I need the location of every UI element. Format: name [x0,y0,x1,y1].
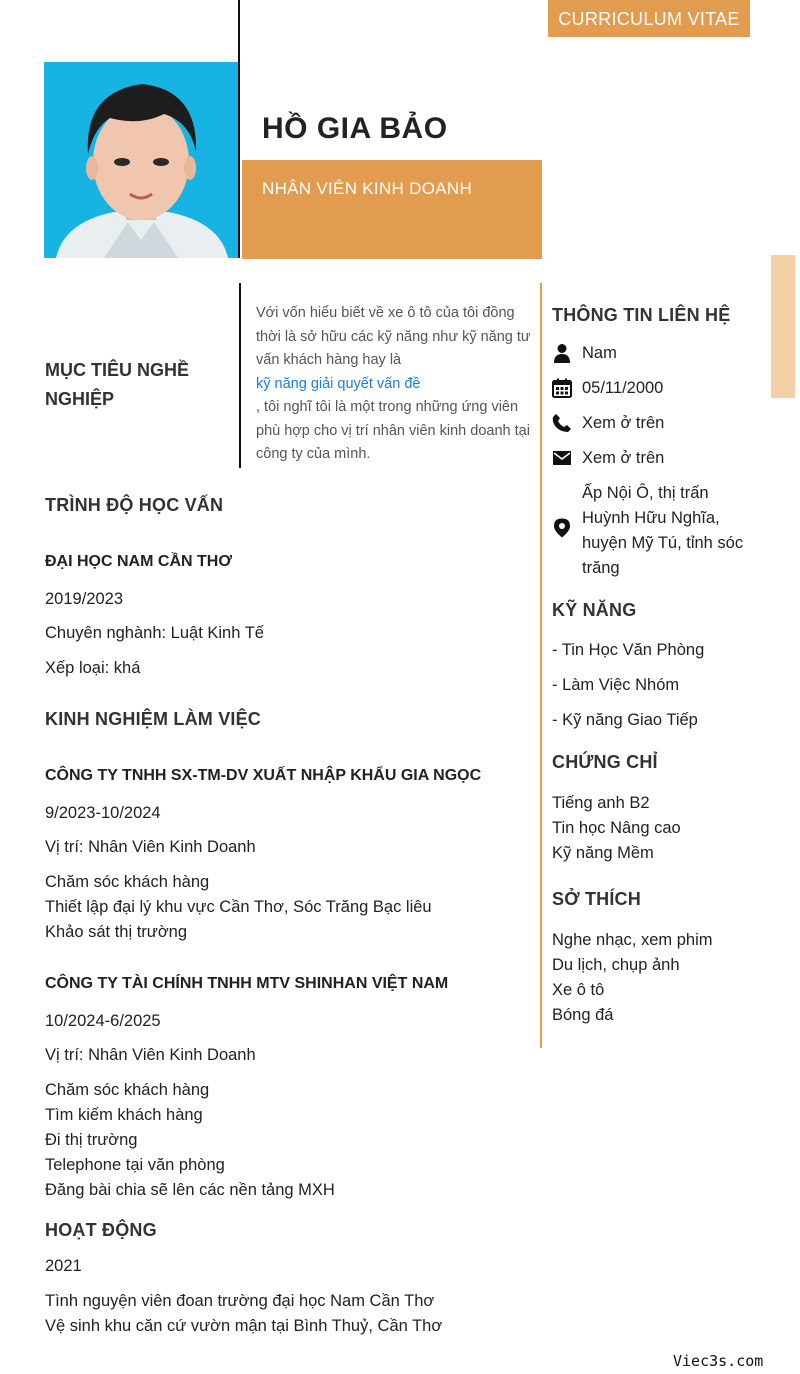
job-title-box [242,160,542,259]
job-duty: Thiết lập đại lý khu vực Cần Thơ, Sóc Trăng Bạc liêu [45,898,432,916]
skill-item: - Kỹ năng Giao Tiếp [552,711,698,729]
phone-icon [552,413,572,433]
hobby-item: Nghe nhạc, xem phim [552,931,713,949]
certificate-item: Kỹ năng Mềm [552,844,654,862]
job-position: Vị trí: Nhân Viên Kinh Doanh [45,838,256,856]
objective-heading: MỤC TIÊU NGHỀ NGHIỆP [45,360,189,409]
job-duties [45,1078,335,1203]
contact-address: Ấp Nội Ô, thị trấn Huỳnh Hữu Nghĩa, huyện Mỹ Tú, tỉnh sóc trăng [582,484,744,577]
hobbies-heading: SỞ THÍCH [552,889,641,909]
skill-item: - Tin Học Văn Phòng [552,641,705,659]
experience-heading: KINH NGHIỆM LÀM VIỆC [45,709,262,729]
objective-text-after: , tôi nghĩ tôi là một trong những ứng viên phù hợp cho vị trí nhân viên kinh doanh tại công ty của mình. [256,399,530,462]
hobbies-list [552,928,713,1028]
job-company: CÔNG TY TNHH SX-TM-DV XUẤT NHẬP KHẨU GIA NGỌC [45,767,482,784]
education-heading: TRÌNH ĐỘ HỌC VẤN [45,495,224,515]
objective-divider [239,283,241,468]
certificate-item: Tin học Nâng cao [552,819,681,837]
job-period: 9/2023-10/2024 [45,804,161,822]
certificates-heading: CHỨNG CHỈ [552,752,658,772]
education-major: Chuyên nghành: Luật Kinh Tế [45,624,264,642]
mail-icon [552,448,572,468]
activities-heading: HOẠT ĐỘNG [45,1220,157,1240]
candidate-name: HỒ GIA BẢO [262,112,448,145]
location-pin-icon [552,518,572,538]
watermark: Viec3s.com [673,1352,764,1370]
calendar-icon [552,378,572,398]
sidebar-divider [540,283,542,1048]
job-duty: Đăng bài chia sẽ lên các nền tảng MXH [45,1181,335,1199]
side-accent-tab [771,255,795,398]
job-position: Vị trí: Nhân Viên Kinh Doanh [45,1046,256,1064]
job-period: 10/2024-6/2025 [45,1012,161,1030]
job-duty: Chăm sóc khách hàng [45,873,210,891]
job-duty: Telephone tại văn phòng [45,1156,225,1174]
job-duty: Khảo sát thị trường [45,923,188,941]
contact-heading: THÔNG TIN LIÊN HỆ [552,305,731,325]
person-icon [552,343,572,363]
contact-email[interactable]: Xem ở trên [582,449,665,467]
job-duty: Chăm sóc khách hàng [45,1081,210,1099]
certificate-item: Tiếng anh B2 [552,794,650,812]
contact-birthday: 05/11/2000 [582,379,664,397]
objective-text [256,302,531,467]
objective-text-before: Với vốn hiểu biết về xe ô tô của tôi đồng thời là sở hữu các kỹ năng như kỹ năng tư vấn khách hàng hay là [256,305,531,368]
activity-item: Vệ sinh khu căn cứ vườn mận tại Bình Thuỷ, Cần Thơ [45,1317,443,1335]
skill-item: - Làm Việc Nhóm [552,676,680,694]
skills-heading: KỸ NĂNG [552,600,637,620]
job-title: NHÂN VIÊN KINH DOANH [262,179,473,198]
education-period: 2019/2023 [45,590,123,608]
objective-link[interactable]: kỹ năng giải quyết vấn đề [256,375,421,392]
job-duty: Đi thị trường [45,1131,138,1149]
profile-photo [44,62,238,258]
contact-gender: Nam [582,344,617,362]
certificates-list [552,791,681,866]
activities-year: 2021 [45,1257,82,1275]
job-company: CÔNG TY TÀI CHÍNH TNHH MTV SHINHAN VIỆT NAM [45,975,449,992]
hobby-item: Bóng đá [552,1006,614,1024]
hobby-item: Xe ô tô [552,981,605,999]
job-duties [45,870,432,945]
education-school: ĐẠI HỌC NAM CẦN THƠ [45,553,232,570]
contact-phone[interactable]: Xem ở trên [582,414,665,432]
education-grade: Xếp loại: khá [45,659,141,677]
hobby-item: Du lịch, chụp ảnh [552,956,680,974]
job-duty: Tìm kiếm khách hàng [45,1106,203,1124]
activities-list [45,1289,442,1339]
activity-item: Tình nguyện viên đoan trường đại học Nam Cần Thơ [45,1292,435,1310]
header-divider [238,0,240,258]
curriculum-vitae-label: CURRICULUM VITAE [548,0,750,37]
